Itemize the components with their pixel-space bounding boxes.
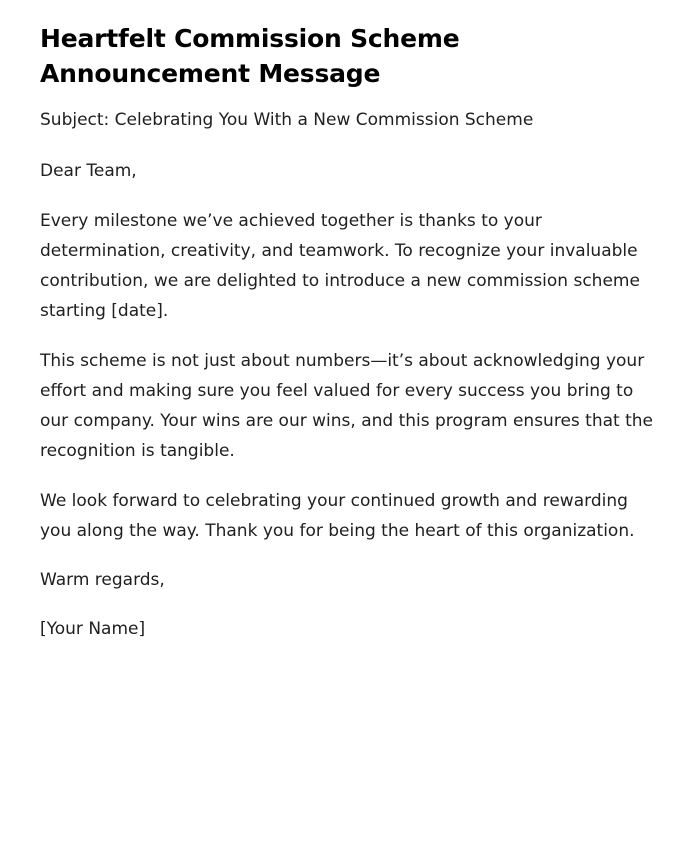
page-title: Heartfelt Commission Scheme Announcement Message: [40, 24, 460, 88]
body-paragraph-1: Every milestone we’ve achieved together is thanks to your determination, creativity, and teamwork. To recognize your invaluable contribution, we are delighted to introduce a new commission scheme starting [date].: [40, 210, 640, 322]
body-paragraph-2: This scheme is not just about numbers—it’s about acknowledging your effort and making sure you feel valued for every success you bring to our company. Your wins are our wins, and this program ensures that the recognition is tangible.: [40, 350, 653, 462]
subject-line: Subject: Celebrating You With a New Commission Scheme: [40, 110, 534, 130]
closing-line: Warm regards,: [40, 570, 165, 590]
signature-placeholder: [Your Name]: [40, 619, 146, 640]
document-body: [40, 105, 660, 645]
salutation: Dear Team,: [40, 161, 137, 182]
body-paragraph-3: We look forward to celebrating your continued growth and rewarding you along the way. Thank you for being the heart of this organization.: [40, 490, 635, 541]
